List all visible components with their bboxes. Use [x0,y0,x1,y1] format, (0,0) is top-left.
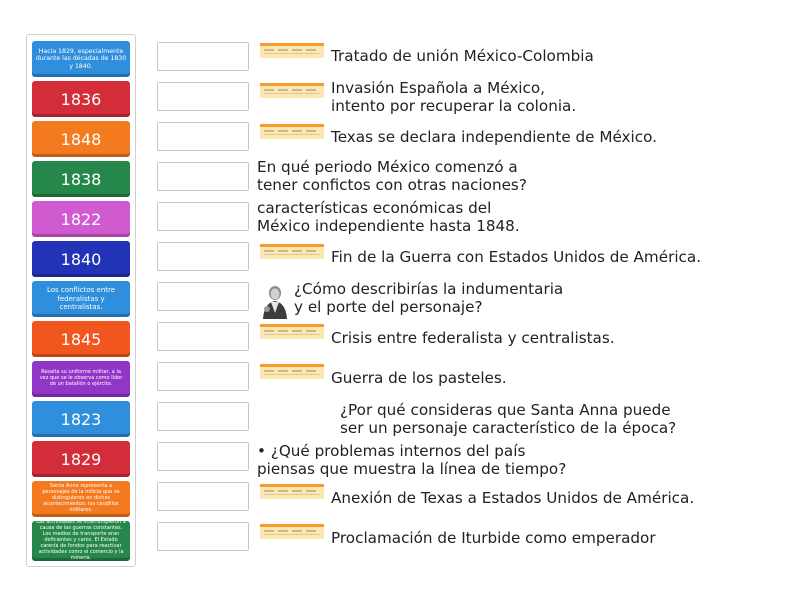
drop-slot[interactable] [157,322,249,351]
tile-label: 1838 [60,169,102,189]
tile-label: 1840 [60,249,102,269]
timeline-strip-image [260,324,324,339]
drop-slot[interactable] [157,42,249,71]
tile-label: Hacia 1829, especialmente durante las décadas de 1830 y 1840. [35,48,127,70]
clue-text: características económicas del México independiente hasta 1848. [257,199,520,235]
tile-label: 1845 [60,329,102,349]
clue-text: Fin de la Guerra con Estados Unidos de América. [331,248,702,266]
tile-label: 1848 [60,129,102,149]
clue-text: • ¿Qué problemas internos del país piensas que muestra la línea de tiempo? [257,442,567,478]
answer-tile[interactable] [32,521,130,561]
clue-text: Crisis entre federalista y centralistas. [331,329,615,347]
santa-anna-portrait-image [260,283,290,319]
clue-text: Guerra de los pasteles. [331,369,507,387]
tile-label: Resalta su uniforme militar, a la vez que se le observa como líder de un batallón o ejército. [39,369,123,387]
answer-tile[interactable] [32,41,130,77]
clue-text: En qué periodo México comenzó a tener confictos con otras naciones? [257,158,527,194]
drop-slot[interactable] [157,242,249,271]
answer-tile[interactable] [32,161,130,197]
answer-tile[interactable] [32,481,130,517]
clue-text: Texas se declara independiente de México. [331,128,657,146]
tile-label: 1822 [60,209,102,229]
answer-tile[interactable] [32,321,130,357]
drop-slot[interactable] [157,402,249,431]
clue-text: Invasión Española a México, intento por recuperar la colonia. [331,79,577,115]
clue-text: ¿Por qué consideras que Santa Anna puede ser un personaje característico de la época? [340,401,677,437]
tile-label: 1823 [60,409,102,429]
tile-label: Santa Anna representa a personajes de la milicia que se distinguieron en dichos acontecimientos: los caudillos militares. [42,483,120,513]
drop-slot[interactable] [157,122,249,151]
timeline-strip-image [260,244,324,259]
timeline-strip-image [260,83,324,98]
drop-slot[interactable] [157,362,249,391]
timeline-strip-image [260,43,324,58]
drop-slot[interactable] [157,82,249,111]
answer-tile[interactable] [32,201,130,237]
tile-label: Los conflictos entre federalistas y centralistas. [46,286,116,312]
drop-slot[interactable] [157,162,249,191]
drop-slot[interactable] [157,522,249,551]
timeline-strip-image [260,524,324,539]
drop-slot[interactable] [157,282,249,311]
drop-slot[interactable] [157,202,249,231]
clue-text: ¿Cómo describirías la indumentaria y el porte del personaje? [294,280,564,316]
clue-text: Anexión de Texas a Estados Unidos de América. [331,489,695,507]
answer-tile[interactable] [32,361,130,397]
tile-label: 1836 [60,89,102,109]
timeline-strip-image [260,484,324,499]
tile-label: 1829 [60,449,102,469]
answer-tile[interactable] [32,441,130,477]
timeline-strip-image [260,124,324,139]
answer-tile[interactable] [32,81,130,117]
answer-tile[interactable] [32,281,130,317]
answer-tile[interactable] [32,401,130,437]
timeline-strip-image [260,364,324,379]
drop-slot[interactable] [157,442,249,471]
drop-slot[interactable] [157,482,249,511]
answer-tile-panel [26,34,136,567]
clue-text: Proclamación de Iturbide como emperador [331,529,656,547]
answer-tile[interactable] [32,121,130,157]
clue-text: Tratado de unión México-Colombia [331,47,594,65]
answer-tile[interactable] [32,241,130,277]
tile-label: Las actividades se interrumpieron a causa de las guerras constantes. Los medios de transporte eran deficientes y caros. El Estado carecía de fondos para reactivar actividades como el comercio y la minería. [36,519,126,561]
